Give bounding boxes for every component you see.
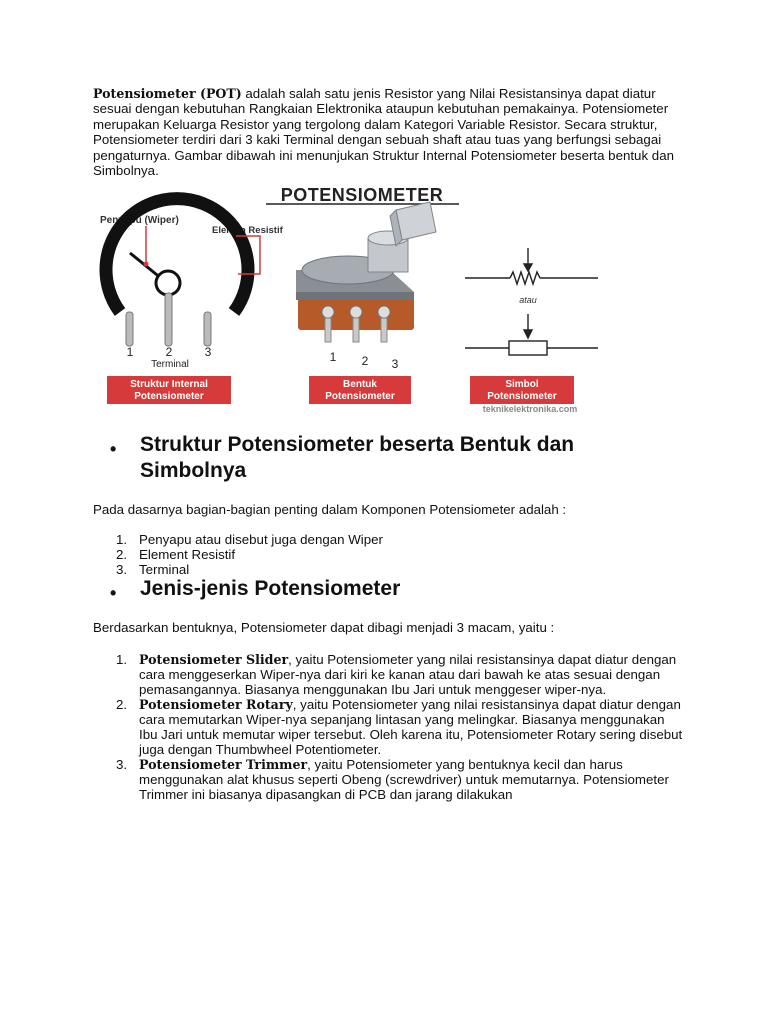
photo-terminal-2: 2 [361, 354, 369, 368]
potentiometer-figure [90, 180, 610, 415]
intro-text: adalah salah satu jenis Resistor yang Nilai Resistansinya dapat diatur sesuai dengan kebutuhan Rangkaian Elektronika ataupun kebutuhan pemakainya. Potensiometer merupakan Keluarga Resistor yang tergolong dalam Kategori Variable Resistor. Secara struktur, Potensiometer terdiri dari 3 kaki Terminal dengan sebuah shaft atau tuas yang berfungsi sebagai pengaturnya. Gambar dibawah ini menunjukan Struktur Internal Potensiometer beserta bentuk dan Simbolnya. [93, 86, 674, 179]
list-item: 2. Potensiometer Rotary, yaitu Potensiometer yang nilai resistansinya dapat diatur dengan cara memutarkan Wiper-nya sepanjang lintasan yang melingkar. Biasanya menggunakan Ibu Jari untuk memutar wiper tersebut. Oleh karena itu, Potensiometer Rotary sering disebut juga dengan Thumbwheel Potentiometer. [116, 697, 683, 757]
section2-heading-text: Jenis-jenis Potensiometer [140, 577, 401, 600]
caption-shape-line1: Bentuk [343, 379, 377, 390]
figure-title: POTENSIOMETER [280, 185, 444, 205]
list-item: 1. Penyapu atau disebut juga dengan Wiper [116, 532, 383, 547]
shaft-ring [156, 271, 180, 295]
caption-symbol-line2: Potensiometer [487, 391, 557, 402]
caption-shape-line2: Potensiometer [325, 391, 395, 402]
section1-intro: Pada dasarnya bagian-bagian penting dalam Komponen Potensiometer adalah : [93, 502, 567, 517]
intro-paragraph [93, 86, 693, 178]
caption-structure-line1: Struktur Internal [130, 379, 208, 390]
wiper-label: Penyapu (Wiper) [100, 215, 179, 226]
terminal-pin-2 [165, 293, 172, 346]
potentiometer-symbol-box [465, 314, 598, 355]
section2-heading [112, 576, 672, 602]
potentiometer-photo [296, 202, 436, 342]
intro-term: Potensiometer (POT) [93, 86, 242, 101]
list-item: 3. Potensiometer Trimmer, yaitu Potensiometer yang bentuknya kecil dan harus menggunakan alat khusus seperti Obeng (screwdriver) untuk memutarnya. Potensiometer Trimmer ini biasanya dipasangkan di PCB dan jarang dilakukan [116, 757, 669, 802]
types-list [93, 652, 683, 802]
photo-terminal-3: 3 [391, 357, 399, 371]
section1-heading [112, 432, 672, 484]
watermark: teknikelektronika.com [482, 404, 578, 414]
caption-structure-line2: Potensiometer [134, 391, 204, 402]
section1-heading-text: Struktur Potensiometer beserta Bentuk dan Simbolnya [140, 433, 575, 482]
photo-terminal-1: 1 [329, 350, 337, 364]
potentiometer-symbol-zigzag [465, 248, 598, 284]
section1-bullet: • [110, 439, 117, 459]
terminal-label: Terminal [151, 359, 189, 370]
list-item: 3. Terminal [116, 562, 190, 577]
terminal-number-2: 2 [165, 345, 173, 359]
terminal-pin-1 [126, 312, 133, 346]
section2-bullet: • [110, 583, 117, 603]
terminal-number-3: 3 [204, 345, 212, 359]
element-label: Elemen Resistif [212, 225, 283, 236]
wiper-pointer-dot [144, 262, 149, 267]
parts-list [93, 532, 683, 577]
list-item: 1. Potensiometer Slider, yaitu Potensiometer yang nilai resistansinya dapat diatur dengan cara menggeserkan Wiper-nya dari kiri ke kanan atau dari bawah ke atas sesuai dengan pemasangannya. Biasanya menggunakan Ibu Jari untuk menggeser wiper-nya. [116, 652, 677, 697]
terminal-number-1: 1 [126, 345, 134, 359]
list-item: 2. Element Resistif [116, 547, 236, 562]
caption-symbol-line1: Simbol [505, 379, 539, 390]
terminal-pin-3 [204, 312, 211, 346]
section2-intro: Berdasarkan bentuknya, Potensiometer dapat dibagi menjadi 3 macam, yaitu : [93, 620, 555, 635]
atau-label: atau [519, 295, 537, 305]
